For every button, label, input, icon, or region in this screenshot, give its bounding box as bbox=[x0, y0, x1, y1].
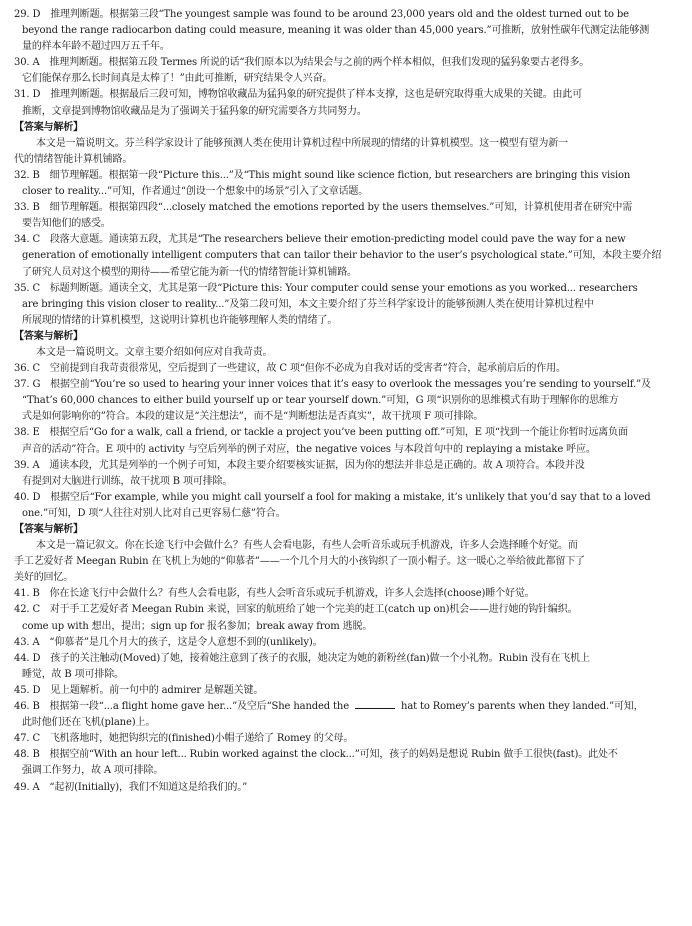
line-text: closer to reality...”可知，作者通过“创设一个想象中的场景”引入了文章话题。 bbox=[22, 186, 369, 198]
line-text-after-blank: hat to Romey’s parents when they landed.”可知， bbox=[398, 701, 644, 713]
line-text: 31. D 推理判断题。根据最后三段可知，博物馆收藏品为猛犸象的研究提供了样本支撑，这也是研究取得重大成果的关键。由此可 bbox=[14, 89, 583, 101]
line-text: 47. C 飞机落地时，她把钩织完的(finished)小帽子递给了 Romey 的父母。 bbox=[14, 733, 354, 745]
line-text: 所展现的情绪的计算机模型，这说明计算机也许能够理解人类的情绪了。 bbox=[22, 314, 338, 326]
section-heading bbox=[14, 522, 682, 538]
line-text: 有提到对大脑进行训练，故干扰项 B 项可排除。 bbox=[22, 475, 233, 487]
text-line bbox=[14, 393, 682, 409]
line-text: 30. A 推理判断题。根据第五段 Termes 所说的话“我们原本以为结果会与之前的两个样本相似，但我们发现的猛犸象要古老得多。 bbox=[14, 57, 590, 69]
text-line bbox=[14, 506, 682, 522]
text-line bbox=[14, 361, 682, 377]
text-line bbox=[14, 602, 682, 618]
answer-text bbox=[14, 7, 682, 796]
line-text: come up with 想出，提出；sign up for 报名参加；break away from 逃脱。 bbox=[22, 620, 373, 632]
line-text: 【答案与解析】 bbox=[14, 330, 83, 342]
line-text: 43. A “仰慕者”是几个月大的孩子，这是令人意想不到的(unlikely)。 bbox=[14, 636, 323, 648]
line-text: 本文是一篇说明文。芬兰科学家设计了能够预测人类在使用计算机过程中所展现的情绪的计算机模型。这一模型有望为新一 bbox=[36, 137, 568, 149]
text-line bbox=[14, 747, 682, 763]
text-line bbox=[14, 104, 682, 120]
text-line bbox=[14, 731, 682, 747]
text-line bbox=[14, 763, 682, 779]
line-text: 32. B 细节理解题。根据第一段“Picture this...”及“This might sound like science fiction, but researchers are bringing this vision bbox=[14, 169, 631, 181]
line-text: 了研究人员对这个模型的期待——希望它能为新一代的情绪智能计算机铺路。 bbox=[22, 266, 357, 278]
text-line bbox=[14, 265, 682, 281]
text-line bbox=[14, 297, 682, 313]
text-line bbox=[14, 458, 682, 474]
line-text: 49. A “起初(Initially)，我们不知道这是给我们的。” bbox=[14, 781, 248, 793]
line-text: 式是如何影响你的”符合。本段的建议是“关注想法”，而不是“判断想法是否真实”，故干扰项 F 项可排除。 bbox=[22, 411, 484, 423]
text-line bbox=[14, 667, 682, 683]
line-text: 38. E 根据空后“Go for a walk, call a friend, or tackle a project you’ve been putting off.”可知，E 项“找到一个能让你暂时远离负面 bbox=[14, 427, 628, 439]
text-line bbox=[14, 683, 682, 699]
text-line bbox=[14, 216, 682, 232]
text-line bbox=[14, 184, 682, 200]
text-line bbox=[14, 200, 682, 216]
text-line bbox=[14, 554, 682, 570]
line-text: 36. C 空前提到自我苛责很常见，空后提到了一些建议，故 C 项“但你不必成为自我对话的受害者”符合，起承前启后的作用。 bbox=[14, 363, 566, 375]
text-line bbox=[14, 168, 682, 184]
text-line bbox=[14, 619, 682, 635]
text-line bbox=[14, 474, 682, 490]
text-line bbox=[14, 39, 682, 55]
line-text: 代的情绪智能计算机铺路。 bbox=[14, 153, 133, 165]
line-text: 它们能保存那么长时间真是太棒了！”由此可推断，研究结果令人兴奋。 bbox=[22, 73, 333, 85]
text-line bbox=[14, 586, 682, 602]
text-line bbox=[14, 71, 682, 87]
fill-in-blank bbox=[355, 700, 395, 709]
line-text: are bringing this vision closer to reality...”及第二段可知，本文主要介绍了芬兰科学家设计的能够预测人类在使用计算机过程中 bbox=[22, 298, 594, 310]
text-line bbox=[14, 699, 682, 715]
text-line bbox=[14, 425, 682, 441]
line-text: 44. D 孩子的关注触动(Moved)了她，接着她注意到了孩子的衣服，她决定为她的新粉丝(fan)做一个小礼物。Rubin 没有在飞机上 bbox=[14, 652, 590, 664]
text-line bbox=[14, 538, 682, 554]
text-line bbox=[14, 232, 682, 248]
line-text: 【答案与解析】 bbox=[14, 524, 83, 535]
text-line bbox=[14, 635, 682, 651]
text-line bbox=[14, 248, 682, 264]
text-line bbox=[14, 442, 682, 458]
line-text: one.”可知，D 项“人往往对别人比对自己更容易仁慈”符合。 bbox=[22, 507, 286, 519]
line-text: 33. B 细节理解题。根据第四段“...closely matched the emotions reported by the users themselves.”可知，计算机使用者在研究中需 bbox=[14, 202, 633, 214]
line-text: 34. C 段落大意题。通读第五段，尤其是“The researchers believe their emotion-predicting model could pave the way for a new bbox=[14, 234, 626, 246]
line-text: 睡觉，故 B 项可排除。 bbox=[22, 668, 124, 680]
line-text: 40. D 根据空后“For example, while you might call yourself a fool for making a mistake, it’s unlikely that you’d say that to a loved bbox=[14, 491, 651, 503]
text-line bbox=[14, 345, 682, 361]
line-text: 42. C 对于手工艺爱好者 Meegan Rubin 来说，回家的航班给了她一个完美的赶工(catch up on)机会——进行她的钩针编织。 bbox=[14, 604, 578, 616]
line-text: 此时他们还在飞机(plane)上。 bbox=[22, 717, 156, 729]
line-text: 45. D 见上题解析。前一句中的 admirer 是解题关键。 bbox=[14, 684, 264, 696]
line-text: 手工艺爱好者 Meegan Rubin 在飞机上为她的“仰慕者”——一个几个月大的小孩钩织了一顶小帽子。这一暖心之举给彼此都留下了 bbox=[14, 556, 585, 568]
line-text: 声音的活动”符合。E 项中的 activity 与空后列举的例子对应，the negative voices 与本段首句中的 replaying a mistake 呼应。 bbox=[22, 443, 596, 455]
text-line bbox=[14, 313, 682, 329]
text-line bbox=[14, 7, 682, 23]
text-line bbox=[14, 377, 682, 393]
line-text: 本文是一篇说明文。文章主要介绍如何应对自我苛责。 bbox=[36, 346, 273, 358]
line-text: generation of emotionally intelligent computers that can tailor their behavior to the user’s psychological state.”可知，本段主要介绍 bbox=[22, 250, 662, 262]
text-line bbox=[14, 780, 682, 796]
text-line bbox=[14, 23, 682, 39]
section-heading bbox=[14, 120, 682, 136]
text-line bbox=[14, 490, 682, 506]
line-text: 29. D 推理判断题。根据第三段“The youngest sample was found to be around 23,000 years old and the oldest turned out to be bbox=[14, 9, 629, 20]
text-line bbox=[14, 409, 682, 425]
text-line bbox=[14, 55, 682, 71]
text-line bbox=[14, 87, 682, 103]
line-text: 量的样本年龄不超过四万五千年。 bbox=[22, 41, 170, 53]
line-text: “That’s 60,000 chances to either build yourself up or tear yourself down.”可知，G 项“识别你的思维模式有助于理解你的思维方 bbox=[22, 395, 619, 407]
line-text: 46. B 根据第一段“...a flight home gave her...”及空后“She handed the bbox=[14, 701, 352, 713]
line-text: 【答案与解析】 bbox=[14, 121, 83, 133]
line-text: 37. G 根据空前“You’re so used to hearing your inner voices that it’s easy to overlook the messages you’re sending to yourself.”及 bbox=[14, 379, 651, 391]
line-text: 美好的回忆。 bbox=[14, 572, 74, 584]
text-line bbox=[14, 152, 682, 168]
text-line bbox=[14, 715, 682, 731]
line-text: beyond the range radiocarbon dating could measure, meaning it was older than 45,000 years.”可推断，放射性碳年代测定法能够测 bbox=[22, 25, 650, 37]
line-text: 本文是一篇记叙文。你在长途飞行中会做什么？有些人会看电影，有些人会听音乐或玩手机游戏，许多人会选择睡个好觉。而 bbox=[36, 540, 578, 552]
line-text: 39. A 通读本段，尤其是列举的一个例子可知，本段主要介绍要核实证据，因为你的想法并非总是正确的。故 A 项符合。本段并没 bbox=[14, 459, 585, 471]
line-text: 强调工作努力，故 A 项可排除。 bbox=[22, 765, 164, 777]
text-line bbox=[14, 651, 682, 667]
text-line bbox=[14, 136, 682, 152]
line-text: 推断，文章提到博物馆收藏品是为了强调关于猛犸象的研究需要各方共同努力。 bbox=[22, 105, 367, 117]
section-heading bbox=[14, 329, 682, 345]
line-text: 要告知他们的感受。 bbox=[22, 218, 111, 230]
text-line bbox=[14, 570, 682, 586]
line-text: 35. C 标题判断题。通读全文，尤其是第一段“Picture this: Your computer could sense your emotions as you worked... researchers bbox=[14, 282, 638, 294]
text-line bbox=[14, 281, 682, 297]
line-text: 41. B 你在长途飞行中会做什么？有些人会看电影，有些人会听音乐或玩手机游戏，许多人会选择(choose)睡个好觉。 bbox=[14, 588, 535, 600]
line-text: 48. B 根据空前“With an hour left... Rubin worked against the clock...”可知，孩子的妈妈是想说 Rubin 做手工很快(fast)。此处不 bbox=[14, 749, 618, 761]
